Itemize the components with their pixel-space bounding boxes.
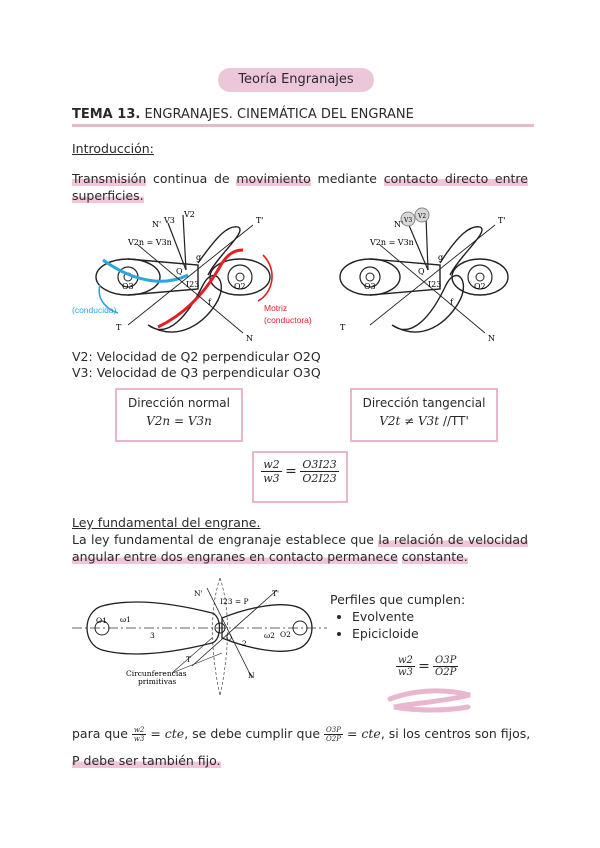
pink-scribble: [386, 685, 476, 717]
r-pivot-o3-center: [366, 273, 374, 281]
fig1r-i23: I23: [428, 280, 442, 289]
label-conductora: (conductora): [264, 315, 312, 325]
intro-paragraph: [72, 170, 528, 204]
ratio2-formula: [396, 655, 458, 678]
intro-text-1: continua de: [146, 171, 237, 186]
fig1r-t: T: [340, 323, 346, 332]
ratio-equals: =: [285, 463, 297, 480]
normal-direction-formula: V2n = V3n: [146, 414, 212, 428]
fig2-n-prime: N': [194, 589, 203, 598]
ratio-w2: w2: [263, 458, 280, 471]
fig1r-o2: O2: [474, 282, 486, 291]
velocity-ratio-box: [252, 451, 348, 503]
final-b: , se debe cumplir que: [184, 726, 325, 741]
fig1-q: Q: [176, 267, 183, 276]
fig2-circ2: primitivas: [138, 677, 177, 686]
ratio2-den: O2P: [435, 667, 457, 678]
r-pivot-o2-center: [476, 273, 484, 281]
final-d: P debe ser también fijo.: [72, 753, 221, 768]
final-o-fraction: [324, 726, 343, 743]
final-a: para que: [72, 726, 132, 741]
fig2-circ1: Circunferencias: [126, 669, 187, 678]
ratio2-o-fraction: [433, 655, 458, 678]
fig2-2: 2: [242, 639, 247, 648]
ratio-w3: w3: [263, 472, 280, 485]
tangential-formula-expr: V2t ≠ V3t: [379, 414, 440, 428]
fig2-w2: ω2: [264, 631, 275, 640]
fig1r-v2: V2: [418, 213, 427, 220]
fig1r-v3: V3: [404, 217, 413, 224]
final-cte-1: = cte: [150, 726, 185, 741]
ley-heading: Ley fundamental del engrane.: [72, 515, 261, 530]
tema-number: TEMA 13.: [72, 107, 141, 122]
intro-heading: Introducción:: [72, 141, 154, 156]
fig1-eq: V2n = V3n: [128, 238, 172, 247]
fig1-n-prime: N': [152, 220, 162, 229]
fig1-g: g: [196, 253, 202, 262]
fig2-q: Q: [226, 633, 233, 642]
fig1-n: N: [246, 334, 253, 343]
fig1-v2: V2: [184, 210, 195, 219]
fig2-w1: ω1: [120, 615, 131, 624]
pink-scribble-stroke: [390, 691, 470, 710]
fig1-i23: I23: [186, 280, 200, 289]
right-gear-diagram: [340, 208, 508, 343]
normal-direction-title: Dirección normal: [128, 396, 230, 410]
tema-text: ENGRANAJES. CINEMÁTICA DEL ENGRANE: [140, 107, 414, 122]
velocity-ratio-formula: [254, 458, 346, 485]
perfiles-heading: Perfiles que cumplen:: [330, 592, 466, 607]
tangential-direction-formula: [352, 414, 496, 428]
fig2-3: 3: [150, 631, 155, 640]
ley-highlight: la relación de velocidad angular entre dos engranes en contacto permanece: [72, 532, 528, 564]
pivot-o2-center: [236, 273, 244, 281]
ratio-den: O2I23: [302, 472, 337, 485]
intro-word-contacto: contacto directo entre: [383, 171, 528, 186]
ratio-o-fraction: [300, 458, 338, 485]
final-w-fraction: [132, 726, 146, 743]
fig2-t-prime: T': [272, 589, 280, 598]
fig2-n: N: [248, 671, 255, 680]
fig2-t: T: [186, 655, 192, 664]
tangential-formula-extra: //TT': [442, 414, 469, 428]
page-title: Teoría Engranajes: [218, 68, 374, 92]
ratio-w-fraction: [261, 458, 281, 485]
fig1r-q: Q: [418, 267, 425, 276]
fig1-t-prime: T': [256, 216, 264, 225]
fig1-o2: O2: [234, 282, 246, 291]
ley-text-1: La ley fundamental de engranaje establece que: [72, 532, 379, 547]
velocity-v2: V2: Velocidad de Q2 perpendicular O2Q: [72, 349, 321, 364]
fig1r-g: g: [438, 253, 444, 262]
fig2-o2: O2: [280, 630, 291, 639]
ratio2-w2: w2: [398, 655, 413, 666]
r-normal-line: [380, 245, 485, 333]
fig2-o1: O1: [96, 616, 107, 625]
tangential-direction-box: [350, 388, 498, 442]
label-motriz: Motriz: [264, 303, 288, 313]
ratio2-w3: w3: [398, 667, 413, 678]
intro-word-superficies: superficies.: [72, 188, 144, 203]
final-conclusion: [72, 753, 221, 768]
final-o3p: O3P: [326, 726, 341, 734]
fig2-i23: I23 = P: [220, 597, 249, 606]
fig1r-t-prime: T': [498, 216, 506, 225]
leader-line-1: [172, 638, 212, 673]
fig1-v3: V3: [164, 216, 175, 225]
ratio2-w-fraction: [396, 655, 415, 678]
ratio2-num: O3P: [435, 655, 457, 666]
fig1r-n-prime: N': [394, 220, 404, 229]
ley-paragraph: [72, 531, 528, 565]
fig1-o3: O3: [122, 282, 134, 291]
gear-contact-figure: [68, 205, 538, 345]
fig1-f: f: [208, 298, 211, 307]
ratio-num: O3I23: [302, 458, 337, 471]
perfiles-list: [330, 608, 530, 642]
ley-constante: constante.: [401, 549, 468, 564]
final-statement: [72, 726, 532, 743]
velocity-definitions: [72, 349, 321, 381]
final-o2p: O2P: [326, 735, 341, 743]
velocity-v3: V3: Velocidad de Q3 perpendicular O3Q: [72, 365, 321, 380]
final-cte-2: = cte: [346, 726, 381, 741]
fundamental-law-figure: [72, 578, 327, 698]
intro-word-movimiento: movimiento: [236, 171, 311, 186]
fig1r-f: f: [450, 298, 453, 307]
normal-direction-box: [115, 388, 243, 442]
r-cam-upper: [440, 227, 482, 275]
r-v2-arrow: [426, 217, 428, 270]
perfiles-section: [330, 592, 530, 642]
intro-text-2: mediante: [310, 171, 384, 186]
fig1-t: T: [116, 323, 122, 332]
tangential-direction-title: Dirección tangencial: [362, 396, 486, 410]
fig1r-n: N: [488, 334, 495, 343]
pitch-circle-left: [213, 578, 221, 696]
tema-heading: [72, 107, 532, 122]
tema-underline: [72, 124, 534, 127]
fig1r-eq: V2n = V3n: [370, 238, 414, 247]
final-w2: w2: [133, 726, 145, 734]
intro-word-transmision: Transmisión: [72, 171, 147, 186]
label-conducida: (conducida): [72, 305, 117, 315]
perfiles-item-evolvente: • Evolvente: [352, 608, 530, 625]
fig1r-o3: O3: [364, 282, 376, 291]
final-w3: w3: [133, 735, 145, 743]
left-gear-diagram: [72, 210, 312, 343]
perfiles-item-epicicloide: • Epicicloide: [352, 625, 530, 642]
final-c: , si los centros son fijos,: [380, 726, 531, 741]
ratio2-equals: =: [418, 658, 430, 675]
